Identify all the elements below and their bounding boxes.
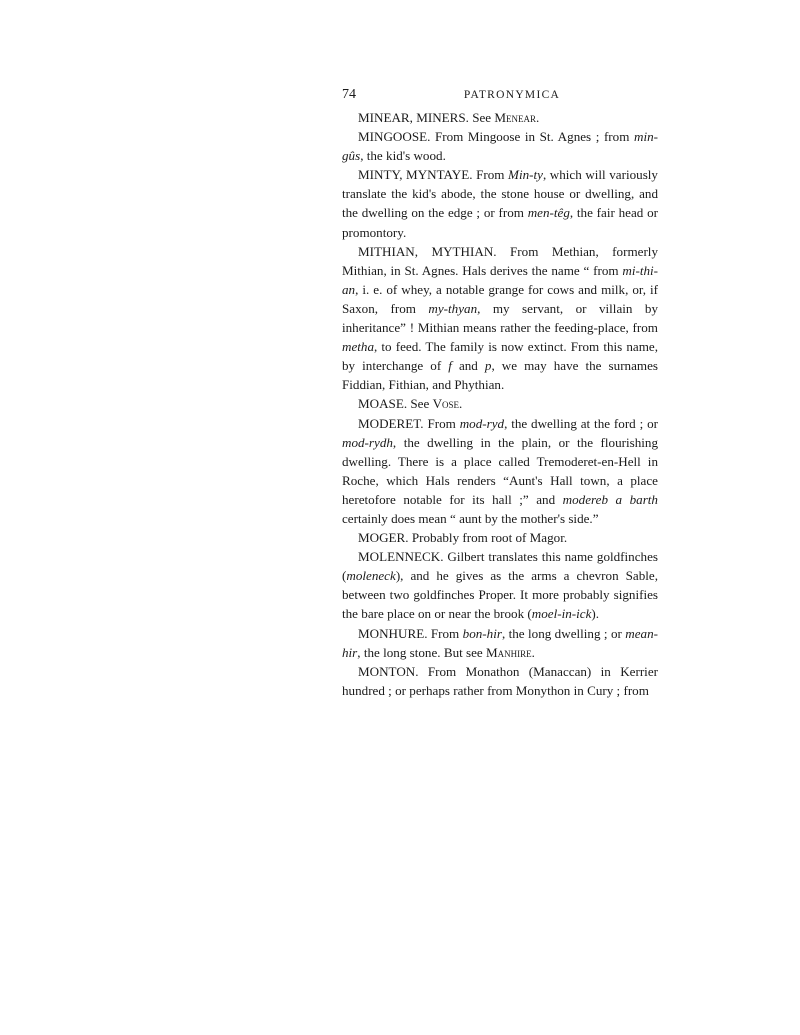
- italic-term: f: [448, 358, 452, 374]
- entry-text: ).: [591, 606, 600, 622]
- entry-text: MITHIAN, MYTHIAN. From Methian, formerly Mithian, in St. Agnes. Hals derives the name “ from: [342, 243, 658, 278]
- entry-text: certainly does mean “ aunt by the mother's side.”: [342, 510, 599, 526]
- entry-text: , we may have the surnames Fiddian, Fithian, and Phythian.: [342, 358, 659, 393]
- italic-term: my-thyan: [428, 300, 478, 316]
- entry-text: , the fair head or promontory.: [342, 205, 658, 240]
- dictionary-entry: [342, 547, 658, 623]
- dictionary-entry: [342, 165, 658, 241]
- entry-text: , the kid's wood.: [360, 148, 446, 164]
- italic-term: min-gûs: [342, 129, 658, 164]
- entry-text: .: [531, 644, 535, 660]
- entry-text: , the long stone. But see: [357, 644, 487, 660]
- dictionary-entry: [342, 528, 658, 547]
- entry-text: .: [459, 396, 463, 412]
- dictionary-entry: [342, 108, 658, 127]
- italic-term: metha: [342, 339, 374, 355]
- entry-text: MINEAR, MINERS. See: [358, 110, 495, 125]
- entry-text: MINGOOSE. From Mingoose in St. Agnes ; from: [358, 129, 634, 145]
- italic-term: moleneck: [346, 568, 396, 584]
- entry-text: , the long dwelling ; or: [501, 625, 626, 641]
- entry-text: , which will variously translate the kid's abode, the stone house or dwelling, and the dwelling on the edge ; or from: [342, 167, 658, 221]
- entry-text: , the dwelling at the ford ; or: [504, 415, 658, 431]
- dictionary-entry: [342, 394, 658, 413]
- dictionary-entry: [342, 127, 658, 165]
- running-title: PATRONYMICA: [463, 89, 561, 101]
- cross-reference: Vose: [432, 396, 460, 412]
- dictionary-entry: [342, 662, 658, 700]
- entry-text: and: [451, 358, 485, 374]
- italic-term: moel-in-ick: [531, 606, 592, 622]
- dictionary-entry: [342, 242, 658, 395]
- italic-term: Min-ty: [508, 167, 543, 183]
- entry-text: MINTY, MYNTAYE. From: [358, 167, 509, 183]
- cross-reference: Menear: [494, 110, 537, 125]
- entry-text: , my servant, or villain by inheritance” ! Mithian means rather the feeding-place, from: [342, 300, 658, 336]
- entry-text: , to feed. The family is now extinct. From this name, by interchange of: [342, 339, 658, 374]
- entry-text: MOASE. See: [358, 396, 433, 412]
- entry-text: MOLENNECK. Gilbert translates this name goldfinches (: [342, 549, 658, 584]
- italic-term: modereb a barth: [562, 491, 658, 507]
- page-number: 74: [342, 87, 356, 102]
- entry-text: .: [536, 110, 540, 125]
- entry-text: MOGER. Probably from root of Magor.: [358, 530, 568, 546]
- entry-text: MONHURE. From: [358, 625, 463, 641]
- italic-term: mean-hir: [342, 625, 658, 660]
- italic-term: men-têg: [527, 205, 570, 221]
- cross-reference: Manhire: [486, 644, 532, 660]
- italic-term: mi-thi-an: [342, 262, 658, 297]
- book-page: [342, 84, 658, 700]
- entry-text: MODERET. From: [358, 415, 460, 431]
- running-head: [342, 84, 658, 106]
- entry-text: , the dwelling in the plain, or the flourishing dwelling. There is a place called Tremoderet-en-Hell in Roche, which Hals renders “Aunt's Hall town, a place heretofore notable for its hall ;” and: [342, 434, 658, 507]
- entry-text: , i. e. of whey, a notable grange for cows and milk, or, if Saxon, from: [342, 281, 658, 316]
- entry-text: MONTON. From Monathon (Manaccan) in Kerrier hundred ; or perhaps rather from Monython in Cury ; from: [342, 663, 658, 698]
- italic-term: p: [484, 358, 492, 374]
- dictionary-entries: [342, 108, 658, 700]
- entry-text: ), and he gives as the arms a chevron Sable, between two goldfinches Proper. It more probably signifies the bare place on or near the brook (: [342, 568, 658, 622]
- italic-term: mod-rydh: [342, 434, 393, 450]
- dictionary-entry: [342, 624, 658, 662]
- italic-term: mod-ryd: [459, 415, 505, 431]
- italic-term: bon-hir: [462, 625, 502, 641]
- dictionary-entry: [342, 414, 658, 529]
